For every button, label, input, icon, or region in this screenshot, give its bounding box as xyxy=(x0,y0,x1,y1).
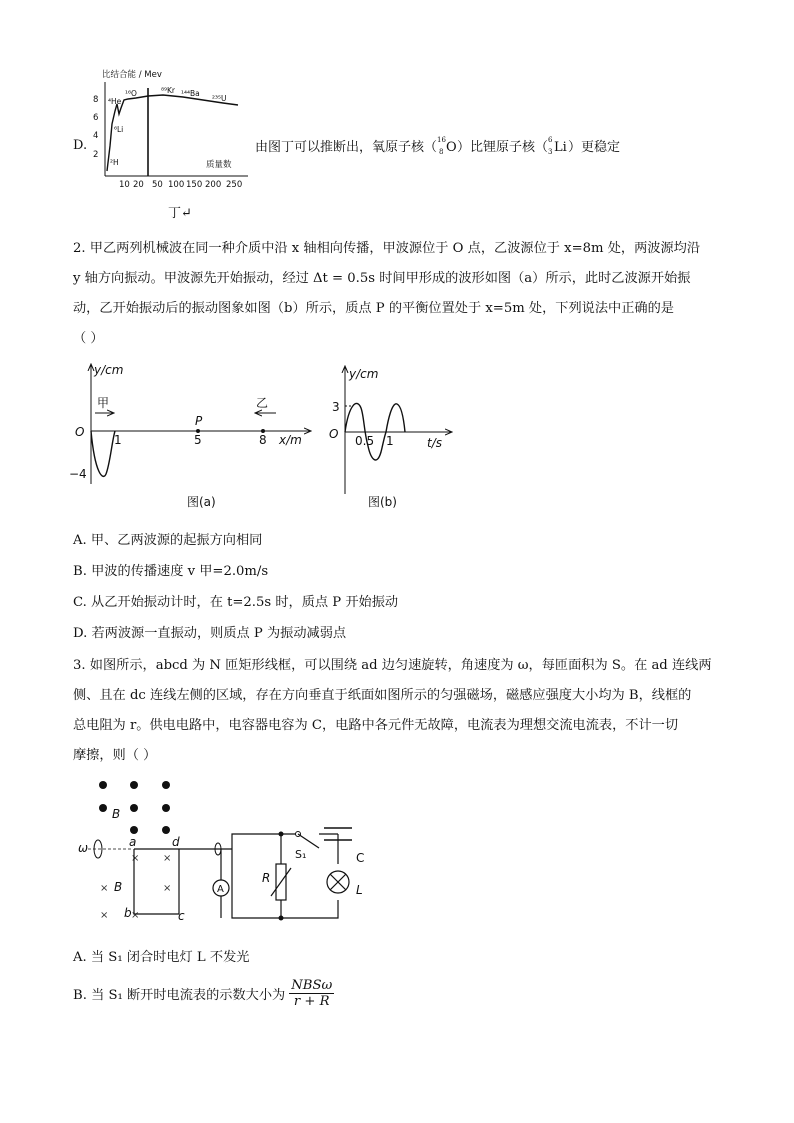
fig-a-xlabel: x/m xyxy=(279,433,302,447)
q3-option-b xyxy=(73,978,334,1009)
chart-xtick-50: 50 xyxy=(152,180,163,190)
q2-option-c: C. 从乙开始振动计时，在 t=2.5s 时，质点 P 开始振动 xyxy=(73,595,399,610)
fig-b-xlabel: t/s xyxy=(427,436,442,450)
q3-line-4: 摩擦，则（ ） xyxy=(73,748,157,763)
field-dot xyxy=(99,781,107,789)
field-dot xyxy=(162,804,170,812)
chart-xtick-150: 150 xyxy=(186,180,203,190)
fig-b-origin: O xyxy=(329,427,339,441)
q2-line-2: y 轴方向振动。甲波源先开始振动，经过 Δt = 0.5s 时间甲形成的波形如图（a）所示，此时乙波源开始振 xyxy=(73,271,691,286)
figure-a-waveform xyxy=(68,356,318,516)
circuit-figure xyxy=(76,770,376,930)
q2-option-d: D. 若两波源一直振动，则质点 P 为振动减弱点 xyxy=(73,626,347,641)
oxygen-symbol: O xyxy=(446,139,457,155)
label-b-top: B xyxy=(112,807,121,821)
fig-b-tick-05: 0.5 xyxy=(355,434,375,448)
nuclide-u: ²³⁵U xyxy=(212,94,227,103)
fig-a-caption: 图(a) xyxy=(187,495,216,509)
fig-b-tick-3: 3 xyxy=(332,400,340,414)
binding-energy-chart xyxy=(88,66,258,192)
q3-line-2: 侧、且在 dc 连线左侧的区域，存在方向垂直于纸面如图所示的匀强磁场，磁感应强度大小均为 B，线框的 xyxy=(73,688,692,703)
chart-xtick-20: 20 xyxy=(133,180,144,190)
q2-option-a: A. 甲、乙两波源的起振方向相同 xyxy=(73,533,263,548)
nuclide-h: ²H xyxy=(110,158,119,167)
chart-xtick-10: 10 xyxy=(119,180,130,190)
fig-b-ylabel: y/cm xyxy=(349,367,379,381)
fig-b-tick-1: 1 xyxy=(386,434,394,448)
chart-xtick-250: 250 xyxy=(226,180,243,190)
fraction-numerator: NBSω xyxy=(291,978,333,993)
fig-a-label-yi: 乙 xyxy=(256,396,269,410)
option-d-label: D. xyxy=(73,138,88,153)
chart-ytick-4: 4 xyxy=(93,131,99,141)
q2-option-b: B. 甲波的传播速度 v 甲=2.0m/s xyxy=(73,564,269,579)
lithium-nuclide xyxy=(548,135,568,157)
figure-b-vibration xyxy=(322,356,462,516)
lithium-symbol: Li xyxy=(554,139,567,155)
label-r: R xyxy=(262,871,271,885)
field-dot xyxy=(130,826,138,834)
field-dot xyxy=(130,804,138,812)
q2-line-3: 动，乙开始振动后的振动图象如图（b）所示，质点 P 的平衡位置处于 x=5m 处，下列说法中正确的是 xyxy=(73,301,674,316)
lithium-charge: 3 xyxy=(548,147,553,156)
label-b-bottom: B xyxy=(114,880,123,894)
option-d-statement xyxy=(255,136,620,157)
fig-a-tick-5: 5 xyxy=(194,433,202,447)
field-cross: × xyxy=(163,853,172,864)
q3-option-b-text: B. 当 S₁ 断开时电流表的示数大小为 xyxy=(73,988,286,1003)
option-d-text-before: 由图丁可以推断出，氧原子核（ xyxy=(255,140,438,155)
label-ammeter: A xyxy=(217,884,224,895)
fig-a-label-jia: 甲 xyxy=(97,396,110,410)
chart-xtick-200: 200 xyxy=(205,180,222,190)
oxygen-charge: 8 xyxy=(439,147,444,156)
field-cross: × xyxy=(100,910,109,921)
chart-xlabel: 质量数 xyxy=(206,160,232,170)
field-cross: × xyxy=(100,883,109,894)
chart-ytick-2: 2 xyxy=(93,150,99,160)
field-dot xyxy=(130,781,138,789)
label-c-capacitor: C xyxy=(356,851,365,865)
field-dot xyxy=(162,826,170,834)
nuclide-ba: ¹⁴⁴Ba xyxy=(181,89,200,98)
q2-line-1: 2. 甲乙两列机械波在同一种介质中沿 x 轴相向传播，甲波源位于 O 点，乙波源位于 x=8m 处，两波源均沿 xyxy=(73,241,701,256)
fig-a-origin: O xyxy=(75,425,85,439)
chart-ylabel: 比结合能 / Mev xyxy=(102,70,162,80)
field-cross: × xyxy=(131,910,140,921)
label-s1: S₁ xyxy=(295,848,307,861)
switch-s1-blade xyxy=(298,834,319,848)
label-a: a xyxy=(129,835,137,849)
oxygen-nuclide xyxy=(437,135,457,157)
junction-dot xyxy=(279,916,284,921)
field-cross: × xyxy=(163,883,172,894)
oxygen-mass: 16 xyxy=(437,135,446,144)
fig-a-wave-curve xyxy=(91,431,115,476)
lithium-mass: 6 xyxy=(548,135,553,144)
fig-a-tick-neg4: −4 xyxy=(69,467,87,481)
fraction xyxy=(289,978,334,1009)
q2-line-4: （ ） xyxy=(73,331,104,346)
fig-a-label-p: P xyxy=(195,414,203,428)
q3-option-a: A. 当 S₁ 闭合时电灯 L 不发光 xyxy=(73,950,250,965)
coil-frame xyxy=(134,849,179,914)
fig-b-caption: 图(b) xyxy=(368,495,397,509)
fraction-denominator: r + R xyxy=(293,994,330,1009)
nuclide-he: ⁴He xyxy=(108,97,122,106)
option-d-text-after: ）更稳定 xyxy=(568,140,621,155)
label-d: d xyxy=(172,835,180,849)
q3-line-3: 总电阻为 r。供电电路中，电容器电容为 C，电路中各元件无故障，电流表为理想交流电流表，不计一切 xyxy=(73,718,679,733)
nuclide-kr: ⁸⁹Kr xyxy=(161,86,176,95)
fig-a-tick-8: 8 xyxy=(259,433,267,447)
fig-a-ylabel: y/cm xyxy=(94,363,124,377)
q3-line-1: 3. 如图所示，abcd 为 N 匝矩形线框，可以围绕 ad 边匀速旋转，角速度为 ω，每匝面积为 S。在 ad 连线两 xyxy=(73,658,712,673)
chart-ytick-8: 8 xyxy=(93,95,99,105)
fig-a-tick-1: 1 xyxy=(114,433,122,447)
nuclide-li: ⁶Li xyxy=(114,125,124,134)
field-dot xyxy=(162,781,170,789)
chart-ytick-6: 6 xyxy=(93,113,99,123)
figure-caption-ding: 丁↵ xyxy=(168,206,192,221)
option-d-text-mid: ）比锂原子核（ xyxy=(457,140,549,155)
chart-xtick-100: 100 xyxy=(168,180,185,190)
label-b: b xyxy=(124,906,132,920)
label-l: L xyxy=(356,883,363,897)
field-dot xyxy=(99,804,107,812)
nuclide-o: ¹⁶O xyxy=(125,89,137,98)
circuit-wire-main xyxy=(179,834,338,918)
label-c: c xyxy=(178,909,185,923)
label-omega: ω xyxy=(78,841,89,855)
junction-dot xyxy=(279,832,284,837)
field-cross: × xyxy=(131,853,140,864)
